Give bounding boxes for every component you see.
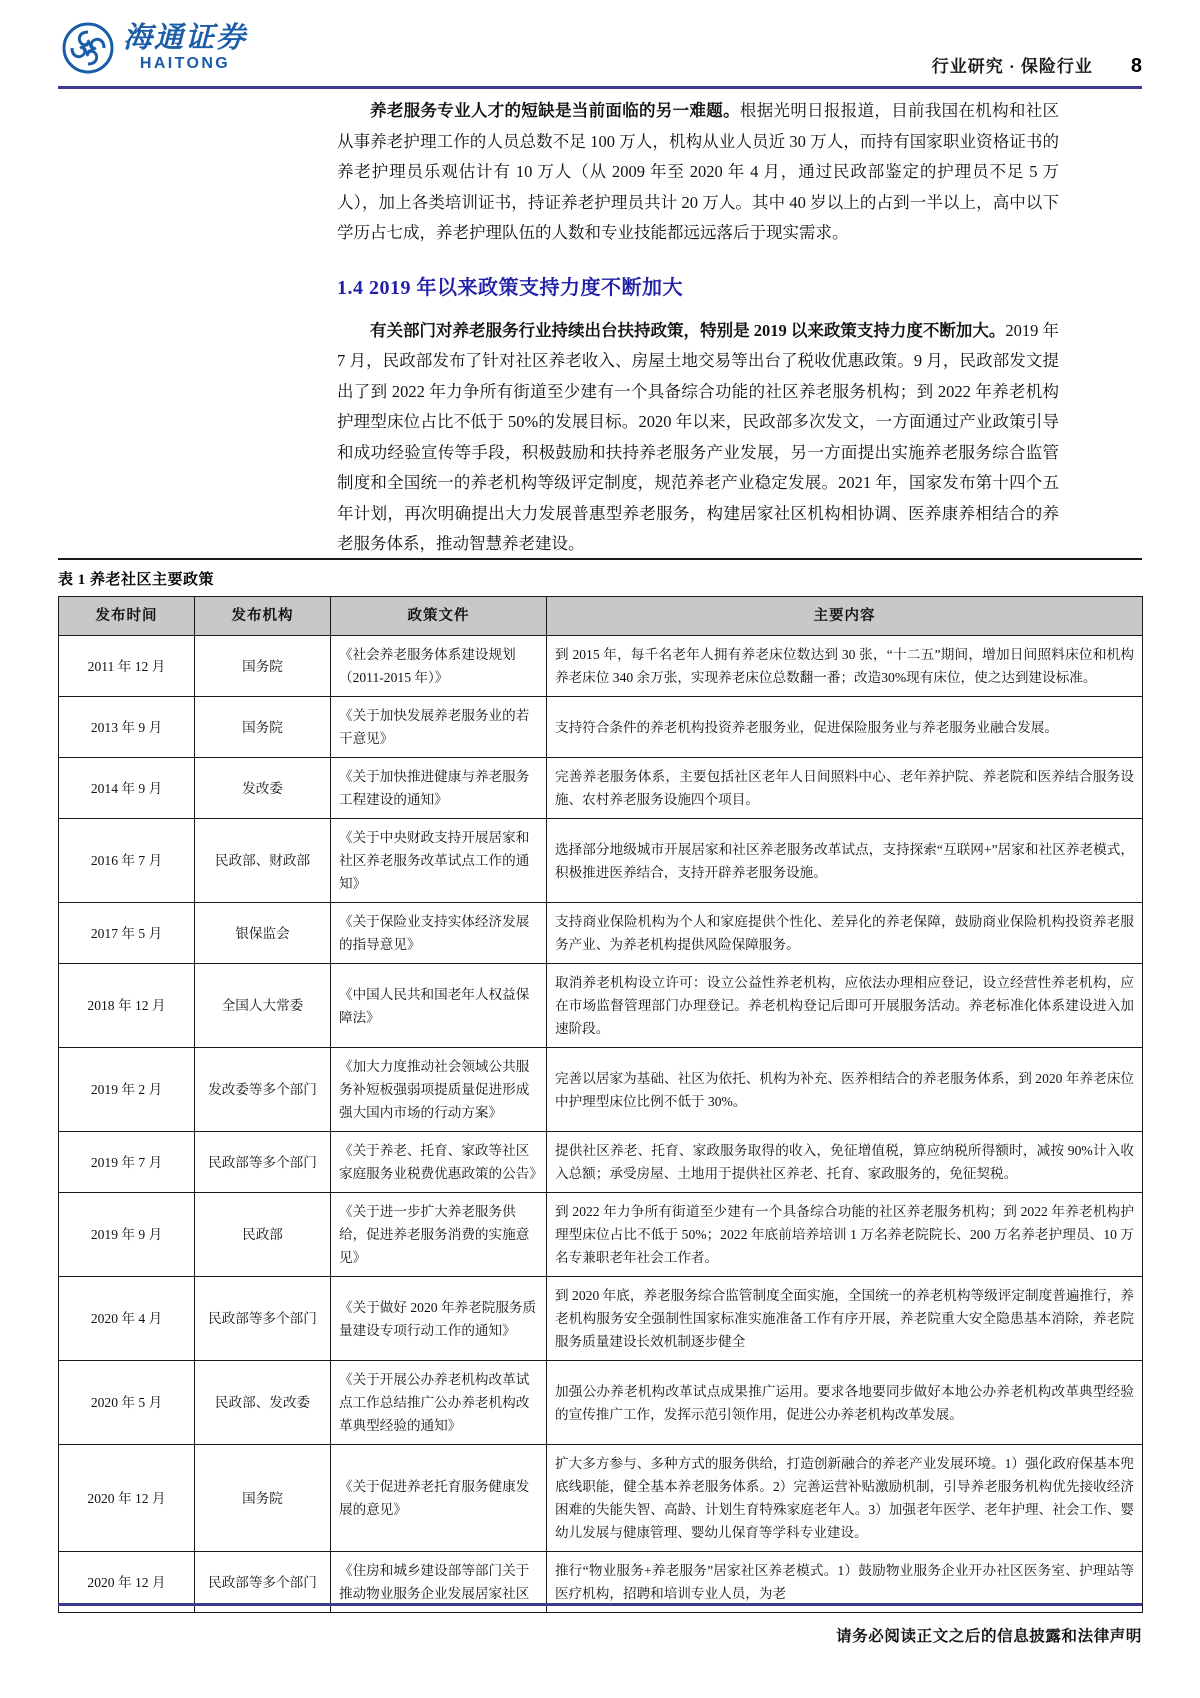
haitong-emblem-icon [62,22,114,74]
cell-org: 民政部等多个部门 [195,1552,331,1613]
cell-content: 加强公办养老机构改革试点成果推广运用。要求各地要同步做好本地公办养老机构改革典型经验的宣传推广工作，发挥示范引领作用，促进公办养老机构改革发展。 [547,1361,1143,1445]
table-row [59,1132,1143,1193]
table-row [59,819,1143,903]
cell-date: 2013 年 9 月 [59,697,195,758]
footer-divider [58,1603,1142,1606]
cell-content: 到 2015 年，每千名老年人拥有养老床位数达到 30 张，“十二五”期间，增加日间照料床位和机构养老床位 340 余万张，实现养老床位总数翻一番；改造30%现有床位，使之达到建设标准。 [547,636,1143,697]
cell-content: 到 2022 年力争所有街道至少建有一个具备综合功能的社区养老服务机构；到 2022 年养老机构护理型床位占比不低于 50%；2022 年底前培养培训 1 万名养老院院长、200 万名养老护理员、10 万名专兼职老年社会工作者。 [547,1193,1143,1277]
table-row [59,758,1143,819]
table-row [59,697,1143,758]
cell-doc: 《关于保险业支持实体经济发展的指导意见》 [331,903,547,964]
cell-date: 2020 年 12 月 [59,1552,195,1613]
cell-org: 发改委 [195,758,331,819]
page-number: 8 [1130,55,1142,77]
haitong-wordmark [123,24,247,72]
column-header-org: 发布机构 [195,597,331,636]
cell-date: 2016 年 7 月 [59,819,195,903]
cell-doc: 《住房和城乡建设部等部门关于推动物业服务企业发展居家社区 [331,1552,547,1613]
paragraph-2-rest: 2019 年 7 月，民政部发布了针对社区养老收入、房屋土地交易等出台了税收优惠政策。9 月，民政部发文提出了到 2022 年力争所有街道至少建有一个具备综合功能的社区养老服务机构；到 2022 年养老机构护理型床位占比不低于 50%的发展目标。2020 年以来，民政部多次发文，一方面通过产业政策引导和成功经验宣传等手段，积极鼓励和扶持养老服务产业发展，另一方面提出实施养老服务综合监管制度和全国统一的养老机构等级评定制度，规范养老产业稳定发展。2021 年，国家发布第十四个五年计划，再次明确提出大力发展普惠型养老服务，构建居家社区机构相协调、医养康养相结合的养老服务体系，推动智慧养老建设。 [337,320,1060,553]
table-caption: 表 1 养老社区主要政策 [58,572,215,588]
table-row [59,1445,1143,1552]
cell-doc: 《社会养老服务体系建设规划（2011-2015 年）》 [331,636,547,697]
table-row [59,903,1143,964]
policy-table [58,596,1143,1613]
table-row [59,1193,1143,1277]
cell-content: 支持符合条件的养老机构投资养老服务业，促进保险服务业与养老服务业融合发展。 [547,697,1143,758]
header-meta [932,52,1142,78]
cell-date: 2020 年 12 月 [59,1445,195,1552]
cell-date: 2019 年 7 月 [59,1132,195,1193]
column-header-content: 主要内容 [547,597,1143,636]
cell-doc: 《关于中央财政支持开展居家和社区养老服务改革试点工作的通知》 [331,819,547,903]
cell-org: 国务院 [195,636,331,697]
cell-content: 提供社区养老、托育、家政服务取得的收入，免征增值税，算应纳税所得额时，减按 90%计入收入总额；承受房屋、土地用于提供社区养老、托育、家政服务的，免征契税。 [547,1132,1143,1193]
cell-date: 2019 年 9 月 [59,1193,195,1277]
cell-content: 扩大多方参与、多种方式的服务供给，打造创新融合的养老产业发展环境。1）强化政府保基本兜底线职能，健全基本养老服务体系。2）完善运营补贴激励机制，引导养老服务机构优先接收经济困难的失能失智、高龄、计划生育特殊家庭老年人。3）加强老年医学、老年护理、社会工作、婴幼儿发展与健康管理、婴幼儿保育等学科专业建设。 [547,1445,1143,1552]
paragraph-1-lead: 养老服务专业人才的短缺是当前面临的另一难题。 [370,101,740,120]
cell-date: 2018 年 12 月 [59,964,195,1048]
cell-doc: 《关于促进养老托育服务健康发展的意见》 [331,1445,547,1552]
cell-org: 民政部、财政部 [195,819,331,903]
cell-content: 到 2020 年底，养老服务综合监管制度全面实施，全国统一的养老机构等级评定制度普遍推行，养老机构服务安全强制性国家标准实施准备工作有序开展，养老院重大安全隐患基本消除，养老院服务质量建设长效机制逐步健全 [547,1277,1143,1361]
table-body [59,636,1143,1613]
cell-org: 民政部等多个部门 [195,1277,331,1361]
page-header [0,0,1200,92]
table-row [59,1277,1143,1361]
header-divider [58,86,1142,89]
cell-date: 2011 年 12 月 [59,636,195,697]
logo-english-name: HAITONG [139,55,231,72]
cell-content: 推行“物业服务+养老服务”居家社区养老模式。1）鼓励物业服务企业开办社区医务室、护理站等医疗机构，招聘和培训专业人员，为老 [547,1552,1143,1613]
column-header-date: 发布时间 [59,597,195,636]
report-category: 行业研究 · 保险行业 [931,57,1093,76]
cell-content: 选择部分地级城市开展居家和社区养老服务改革试点，支持探索“互联网+”居家和社区养老模式，积极推进医养结合，支持开辟养老服务设施。 [547,819,1143,903]
cell-doc: 《加大力度推动社会领域公共服务补短板强弱项提质量促进形成强大国内市场的行动方案》 [331,1048,547,1132]
cell-date: 2014 年 9 月 [59,758,195,819]
paragraph-1-rest: 根据光明日报报道，目前我国在机构和社区从事养老护理工作的人员总数不足 100 万人，机构从业人员近 30 万人，而持有国家职业资格证书的养老护理员乐观估计有 10 万人（从 2009 年至 2020 年 4 月，通过民政部鉴定的护理员不足 5 万人），加上各类培训证书，持证养老护理员共计 20 万人。其中 40 岁以上的占到一半以上，高中以下学历占七成，养老护理队伍的人数和专业技能都远远落后于现实需求。 [337,101,1059,242]
cell-content: 完善以居家为基础、社区为依托、机构为补充、医养相结合的养老服务体系，到 2020 年养老床位中护理型床位比例不低于 30%。 [547,1048,1143,1132]
cell-org: 国务院 [195,1445,331,1552]
cell-org: 民政部 [195,1193,331,1277]
haitong-logo [62,22,247,74]
cell-content: 支持商业保险机构为个人和家庭提供个性化、差异化的养老保障，鼓励商业保险机构投资养老服务产业、为养老机构提供风险保障服务。 [547,903,1143,964]
cell-content: 取消养老机构设立许可：设立公益性养老机构，应依法办理相应登记，设立经营性养老机构，应在市场监督管理部门办理登记。养老机构登记后即可开展服务活动。养老标准化体系建设进入加速阶段。 [547,964,1143,1048]
logo-chinese-name: 海通证券 [123,22,248,54]
cell-doc: 《中国人民共和国老年人权益保障法》 [331,964,547,1048]
cell-org: 民政部、发改委 [195,1361,331,1445]
table-row [59,1048,1143,1132]
table-top-divider [58,558,1142,560]
table-row [59,1361,1143,1445]
table-header-row [59,597,1143,636]
footer-disclaimer: 请务必阅读正文之后的信息披露和法律声明 [836,1628,1142,1645]
section-heading-1-4: 1.4 2019 年以来政策支持力度不断加大 [337,276,683,299]
cell-date: 2020 年 5 月 [59,1361,195,1445]
table-row [59,964,1143,1048]
cell-date: 2017 年 5 月 [59,903,195,964]
page-content [337,96,1059,562]
cell-org: 民政部等多个部门 [195,1132,331,1193]
cell-doc: 《关于开展公办养老机构改革试点工作总结推广公办养老机构改革典型经验的通知》 [331,1361,547,1445]
paragraph-talent-shortage [337,96,1059,249]
column-header-doc: 政策文件 [331,597,547,636]
policy-table-section [58,558,1142,1613]
cell-date: 2020 年 4 月 [59,1277,195,1361]
cell-doc: 《关于养老、托育、家政等社区家庭服务业税费优惠政策的公告》 [331,1132,547,1193]
cell-content: 完善养老服务体系，主要包括社区老年人日间照料中心、老年养护院、养老院和医养结合服务设施、农村养老服务设施四个项目。 [547,758,1143,819]
cell-org: 银保监会 [195,903,331,964]
cell-date: 2019 年 2 月 [59,1048,195,1132]
table-row [59,636,1143,697]
cell-org: 国务院 [195,697,331,758]
table-head [59,597,1143,636]
cell-doc: 《关于做好 2020 年养老院服务质量建设专项行动工作的通知》 [331,1277,547,1361]
cell-org: 全国人大常委 [195,964,331,1048]
cell-doc: 《关于进一步扩大养老服务供给，促进养老服务消费的实施意见》 [331,1193,547,1277]
paragraph-2-lead: 有关部门对养老服务行业持续出台扶持政策，特别是 2019 以来政策支持力度不断加大。 [370,320,1006,340]
cell-org: 发改委等多个部门 [195,1048,331,1132]
paragraph-policy-support [337,316,1059,560]
cell-doc: 《关于加快推进健康与养老服务工程建设的通知》 [331,758,547,819]
cell-doc: 《关于加快发展养老服务业的若干意见》 [331,697,547,758]
